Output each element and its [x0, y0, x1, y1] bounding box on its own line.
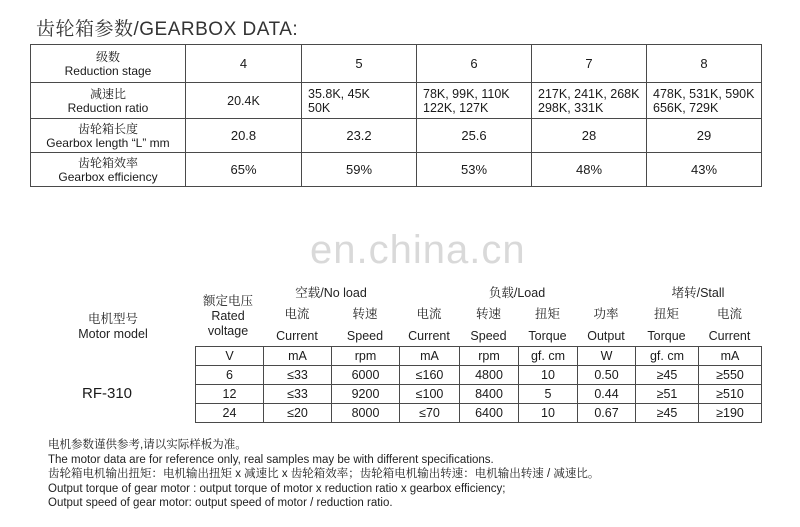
efficiency-cell: 65%	[186, 153, 302, 187]
ratio-cell	[417, 83, 532, 119]
unit-cell: V	[196, 347, 264, 366]
notes	[48, 438, 599, 511]
cell: ≥45	[636, 366, 699, 385]
cell: 12	[196, 385, 264, 404]
ratio-line: 478K, 531K, 590K	[653, 86, 755, 101]
motor-table	[195, 346, 762, 423]
cell: 0.50	[578, 366, 636, 385]
col-header-en: Speed	[470, 329, 507, 343]
unit-cell: mA	[400, 347, 460, 366]
length-cell: 25.6	[417, 119, 532, 153]
ratio-cell	[186, 83, 302, 119]
col-header-cn: 电流	[416, 307, 442, 321]
cell: 0.67	[578, 404, 636, 423]
col-header-cn: 电流	[716, 307, 742, 321]
stage-cell: 6	[417, 45, 532, 83]
note-line: 电机参数谨供参考,请以实际样板为准。	[48, 439, 247, 451]
length-label-cn: 齿轮箱长度	[77, 121, 138, 136]
efficiency-label-cell	[31, 153, 186, 187]
stall-group-label: 堵转/Stall	[671, 286, 725, 300]
col-header-cn: 电流	[284, 307, 310, 321]
cell: ≤100	[400, 385, 460, 404]
cell: 10	[519, 404, 578, 423]
stage-label-cn: 级数	[95, 49, 120, 64]
col-header-en: Output	[587, 329, 625, 343]
cell: ≥190	[699, 404, 762, 423]
cell: ≥45	[636, 404, 699, 423]
no-load-group-label: 空载/No load	[295, 286, 367, 300]
col-header-en: Current	[276, 329, 318, 343]
ratio-label-cell	[31, 83, 186, 119]
motor-model-label	[68, 312, 158, 342]
motor-model-name: RF-310	[82, 385, 133, 402]
ratio-line: 50K	[308, 100, 331, 115]
table-row	[196, 404, 762, 423]
cell: ≤20	[264, 404, 332, 423]
ratio-line: 78K, 99K, 110K	[423, 86, 510, 101]
note-line: Output torque of gear motor : output torque of motor x reduction ratio x gearbox efficiency;	[48, 482, 506, 495]
col-header-cn: 转速	[352, 307, 378, 321]
table-row	[31, 119, 762, 153]
cell: ≤33	[264, 385, 332, 404]
units-row	[196, 347, 762, 366]
efficiency-cell: 53%	[417, 153, 532, 187]
efficiency-label-cn: 齿轮箱效率	[77, 155, 138, 170]
unit-cell: gf. cm	[519, 347, 578, 366]
cell: 0.44	[578, 385, 636, 404]
table-row	[31, 83, 762, 119]
cell: ≥510	[699, 385, 762, 404]
col-header-en: Torque	[647, 329, 686, 343]
efficiency-cell: 48%	[532, 153, 647, 187]
stage-label-cell	[31, 45, 186, 83]
note-line: 齿轮箱电机输出扭矩：电机输出扭矩 x 减速比 x 齿轮箱效率；齿轮箱电机输出转速：电机输出转速 / 减速比。	[48, 468, 600, 480]
col-header-en: Speed	[346, 329, 384, 343]
rated-voltage-label	[195, 294, 261, 339]
motor-model-label-en: Motor model	[78, 327, 148, 341]
cell: 6000	[332, 366, 400, 385]
stage-cell: 5	[302, 45, 417, 83]
col-header-cn: 功率	[593, 307, 619, 321]
stage-cell: 7	[532, 45, 647, 83]
note-line: The motor data are for reference only, real samples may be with different specifications.	[48, 453, 494, 466]
table-row	[196, 385, 762, 404]
length-cell: 28	[532, 119, 647, 153]
rated-voltage-label-en2: voltage	[207, 324, 249, 338]
unit-cell: gf. cm	[636, 347, 699, 366]
col-header-cn: 扭矩	[534, 307, 560, 321]
cell: ≤70	[400, 404, 460, 423]
col-header-en: Torque	[528, 329, 567, 343]
cell: 6400	[460, 404, 519, 423]
ratio-label-en: Reduction ratio	[67, 100, 149, 115]
cell: 9200	[332, 385, 400, 404]
motor-model-label-cn: 电机型号	[87, 312, 138, 326]
ratio-line: 122K, 127K	[423, 100, 489, 115]
efficiency-cell: 59%	[302, 153, 417, 187]
ratio-line: 298K, 331K	[538, 100, 604, 115]
unit-cell: rpm	[460, 347, 519, 366]
rated-voltage-label-en: Rated	[211, 309, 245, 323]
ratio-cell	[532, 83, 647, 119]
stage-cell: 4	[186, 45, 302, 83]
length-label-cell	[31, 119, 186, 153]
ratio-line: 20.4K	[227, 93, 260, 108]
col-header-cn: 转速	[475, 307, 501, 321]
gearbox-table	[30, 44, 762, 187]
length-cell: 20.8	[186, 119, 302, 153]
efficiency-cell: 43%	[647, 153, 762, 187]
unit-cell: mA	[699, 347, 762, 366]
table-row	[196, 366, 762, 385]
cell: 8000	[332, 404, 400, 423]
cell: 4800	[460, 366, 519, 385]
length-cell: 29	[647, 119, 762, 153]
cell: ≥550	[699, 366, 762, 385]
ratio-line: 656K, 729K	[653, 100, 719, 115]
length-label-en: Gearbox length “L” mm	[46, 135, 170, 150]
cell: 24	[196, 404, 264, 423]
efficiency-label-en: Gearbox efficiency	[58, 169, 158, 184]
cell: 6	[196, 366, 264, 385]
load-group-label: 负载/Load	[488, 286, 546, 300]
stage-label-en: Reduction stage	[64, 63, 152, 78]
ratio-cell	[647, 83, 762, 119]
unit-cell: rpm	[332, 347, 400, 366]
rated-voltage-label-cn: 额定电压	[202, 294, 253, 308]
table-row	[31, 153, 762, 187]
ratio-label-cn: 减速比	[89, 86, 126, 101]
cell: ≤160	[400, 366, 460, 385]
page-title: 齿轮箱参数/GEARBOX DATA:	[36, 19, 299, 40]
cell: ≥51	[636, 385, 699, 404]
unit-cell: W	[578, 347, 636, 366]
col-header-cn: 扭矩	[653, 307, 679, 321]
col-header-en: Current	[408, 329, 450, 343]
table-row	[31, 45, 762, 83]
col-header-en: Current	[708, 329, 751, 343]
watermark: en.china.cn	[310, 228, 526, 272]
ratio-cell	[302, 83, 417, 119]
ratio-line: 35.8K, 45K	[308, 86, 370, 101]
length-cell: 23.2	[302, 119, 417, 153]
unit-cell: mA	[264, 347, 332, 366]
cell: 8400	[460, 385, 519, 404]
stage-cell: 8	[647, 45, 762, 83]
cell: 5	[519, 385, 578, 404]
cell: ≤33	[264, 366, 332, 385]
note-line: Output speed of gear motor: output speed of motor / reduction ratio.	[48, 497, 393, 509]
ratio-line: 217K, 241K, 268K	[538, 86, 640, 101]
cell: 10	[519, 366, 578, 385]
